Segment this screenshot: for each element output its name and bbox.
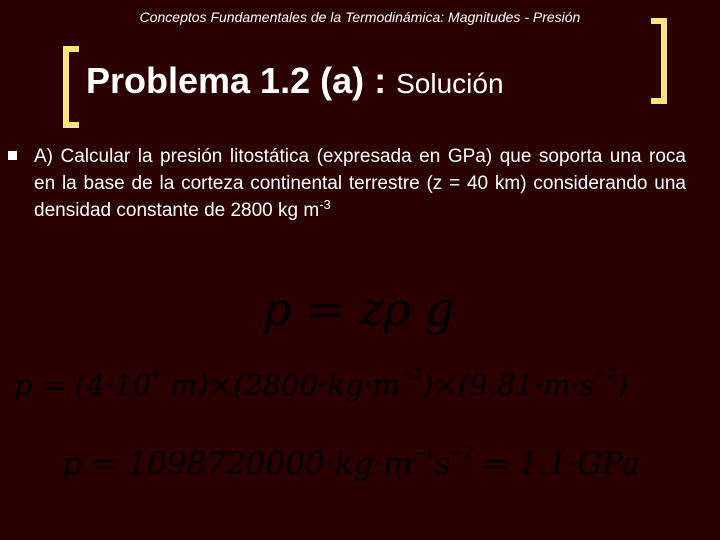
result-part-b: s (434, 446, 451, 482)
result-part-c: = 1.1·GPa (472, 446, 641, 482)
substitution-part-d: ) (616, 368, 629, 402)
title-bracket-left (63, 46, 79, 128)
substitution-exp-c: −2 (594, 365, 617, 383)
substitution-exp-b: −3 (400, 365, 423, 383)
pressure-formula: p = zρ g (262, 282, 455, 336)
result-exp-a: −1 (412, 444, 435, 462)
result-exp-b: −2 (450, 444, 473, 462)
substitution-part-c: )×(9.81·m·s (422, 368, 595, 402)
problem-statement (34, 143, 686, 224)
slide-title-main: Problema 1.2 (a) : (86, 60, 387, 101)
substitution-equation (14, 365, 629, 402)
problem-statement-text: A) Calcular la presión litostática (expresada en GPa) que soporta una roca en la base de la corteza continental terrestre (z = 40 km) considerando una densidad constante de 2800 kg m (34, 146, 686, 221)
substitution-exp-a: 4 (151, 365, 161, 383)
result-part-a: p = 1098720000·kg·m (62, 446, 413, 482)
substitution-part-a: p = (4·10 (14, 368, 152, 402)
substitution-part-b: m)×(2800·kg·m (160, 368, 401, 402)
result-equation (62, 446, 640, 482)
slide-title (86, 60, 504, 102)
slide-title-sub: Solución (396, 68, 504, 99)
density-unit-exponent: -3 (319, 197, 331, 212)
title-bracket-right (651, 18, 667, 104)
bullet-square-icon (8, 151, 17, 160)
slide-header: Conceptos Fundamentales de la Termodinámica: Magnitudes - Presión (139, 9, 581, 25)
